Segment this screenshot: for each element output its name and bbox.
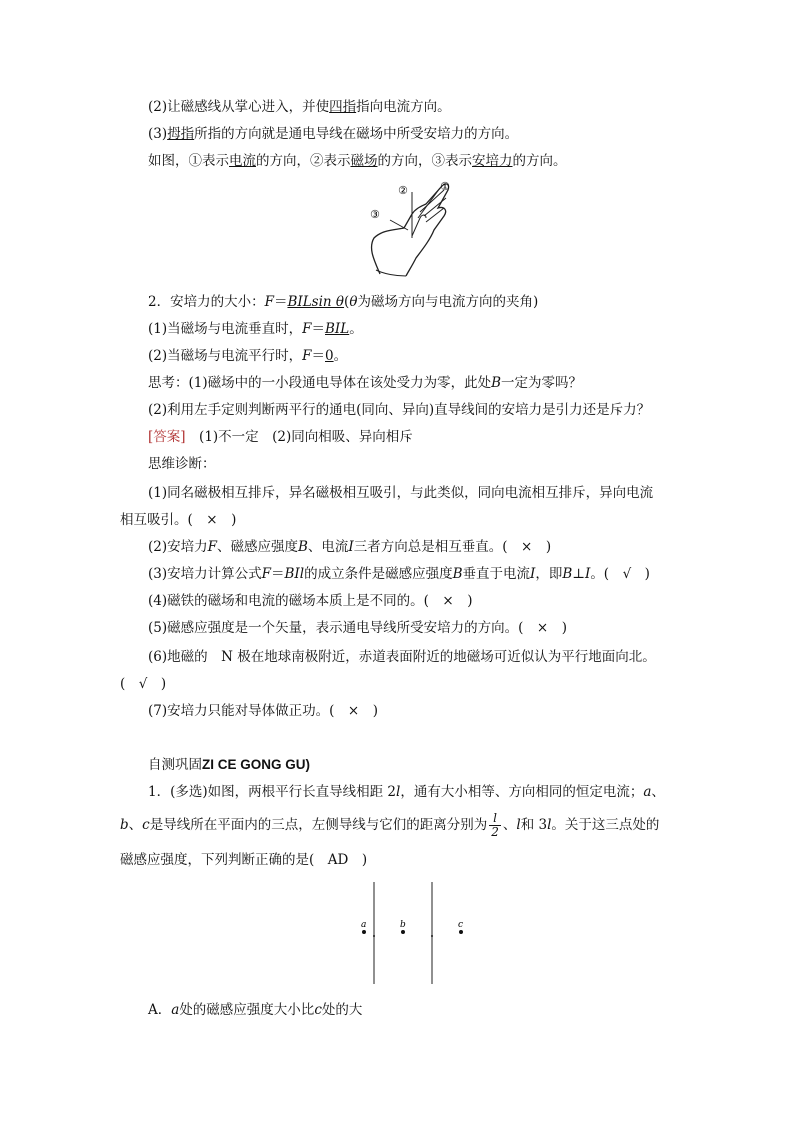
line-p1: (2)让磁感线从掌心进入，并使四指指向电流方向。 [148,99,451,115]
label-2: ② [398,184,408,197]
blank-answer: 磁场 [350,153,378,169]
blank-answer: 拇指 [167,126,195,142]
blank-answer: BILsin θ [287,294,345,310]
label-3: ③ [370,208,380,221]
line-p23: 磁感应强度，下列判断正确的是( AD ) [120,852,368,868]
line-p15: (4)磁铁的磁场和电流的磁场本质上是不同的。( × ) [148,593,473,609]
left-hand-rule-figure [360,178,470,280]
blank-answer: 安培力 [472,153,513,169]
answer-tag: [答案] [148,429,186,445]
line-p16: (5)磁感应强度是一个矢量，表示通电导线所受安培力的方向。( × ) [148,620,567,636]
label-a: a [361,920,367,930]
fraction-l-over-2: $\frac{l}{2}$ [491,811,499,839]
label-1: ① [440,180,450,193]
point-b [401,930,405,934]
point-c [459,930,463,934]
line-p3: 如图，①表示电流的方向，②表示磁场的方向，③表示安培力的方向。 [148,153,567,169]
line-p13: (2)安培力F、磁感应强度B、电流I三者方向总是相互垂直。( × ) [148,539,552,555]
line-p19: (7)安培力只能对导体做正功。( × ) [148,703,378,719]
line-p10: 思维诊断： [148,456,216,472]
line-p14: (3)安培力计算公式F＝BIl的成立条件是磁感应强度B垂直于电流I，即B⊥I。( √ ) [148,566,650,582]
line-p7: 思考：(1)磁场中的一小段通电导体在该处受力为零，此处B一定为零吗？ [148,375,583,391]
blank-answer: 电流 [229,153,256,169]
blank-answer: 四指 [329,99,357,115]
line-p17: (6)地磁的 N 极在地球南极附近，赤道表面附近的地磁场可近似认为平行地面向北。 [148,649,656,665]
section-heading: 自测巩固ZI CE GONG GU) [148,757,310,773]
line-p8: (2)利用左手定则判断两平行的通电(同向、异向)直导线间的安培力是引力还是斥力？ [148,402,651,418]
label-b: b [400,920,406,930]
point-a [362,930,366,934]
line-p12: 相互吸引。( × ) [120,512,237,528]
label-c: c [458,920,464,930]
line-p11: (1)同名磁极相互排斥，异名磁极相互吸引，与此类似，同向电流相互排斥，异向电流 [148,485,654,501]
blank-answer: 0 [325,348,334,364]
line-p21: 1．(多选)如图，两根平行长直导线相距 2l，通有大小相等、方向相同的恒定电流；a、 [148,784,665,800]
blank-answer: BIL [325,321,350,337]
line-p18: ( √ ) [120,676,167,692]
line-p6: (2)当磁场与电流平行时，F＝0。 [148,348,348,364]
line-p4: 2．安培力的大小：F＝BILsin θ(θ为磁场方向与电流方向的夹角) [148,294,539,310]
parallel-wires-figure [350,880,480,986]
line-p22: b、c是导线所在平面内的三点，左侧导线与它们的距离分别为 $\frac{l}{2}$ 、l和 3l。关于这三点处的 [120,811,660,839]
option-a: A．a处的磁感应强度大小比c处的大 [148,1002,363,1018]
line-p2: (3)拇指所指的方向就是通电导线在磁场中所受安培力的方向。 [148,126,519,142]
hand-outline [372,184,449,276]
line-p9: [答案] (1)不一定 (2)同向相吸、异向相斥 [148,429,413,445]
line-p5: (1)当磁场与电流垂直时，F＝BIL。 [148,321,363,337]
